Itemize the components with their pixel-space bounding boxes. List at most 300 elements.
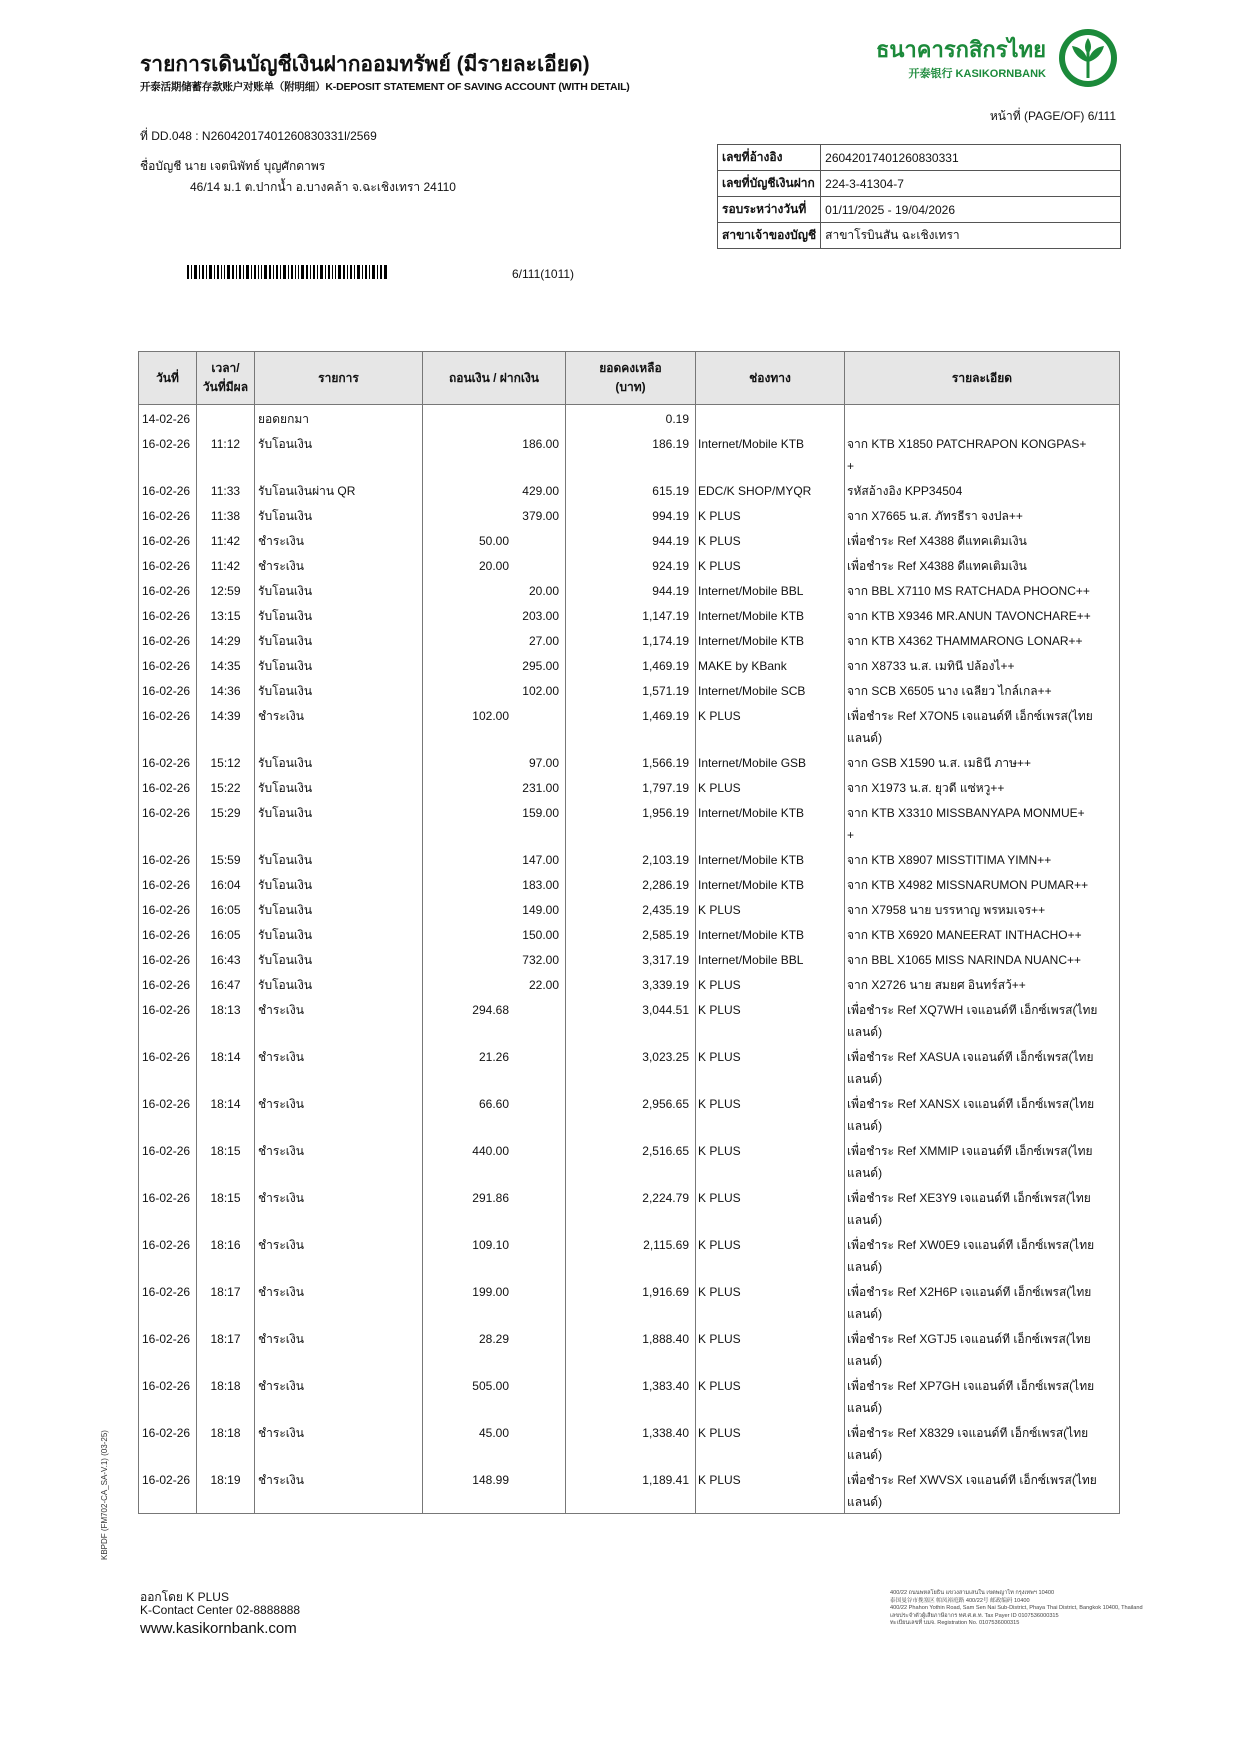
cell-amount: [423, 652, 566, 677]
table-row: [139, 502, 1120, 527]
col-header-balance: [566, 352, 696, 405]
cell-item: ยอดยกมา: [255, 405, 423, 431]
deposit-amount: 183.00: [522, 878, 559, 892]
info-label: รอบระหว่างวันที่: [718, 197, 821, 223]
cell-time: 18:18: [197, 1372, 255, 1419]
cell-date: 16-02-26: [139, 502, 197, 527]
cell-detail: เพื่อชำระ Ref XP7GH เจแอนด์ที เอ็กซ์เพรส(ไทย แลนด์): [845, 1372, 1120, 1419]
cell-time: 18:15: [197, 1184, 255, 1231]
info-row: [718, 145, 1121, 171]
cell-item: รับโอนเงิน: [255, 799, 423, 846]
cell-item: รับโอนเงินผ่าน QR: [255, 477, 423, 502]
cell-detail: จาก KTB X8907 MISSTITIMA YIMN++: [845, 846, 1120, 871]
cell-date: 16-02-26: [139, 1231, 197, 1278]
cell-item: ชำระเงิน: [255, 552, 423, 577]
table-header-row: [139, 352, 1120, 405]
cell-channel: Internet/Mobile BBL: [696, 946, 845, 971]
cell-detail: เพื่อชำระ Ref XWVSX เจแอนด์ที เอ็กซ์เพรส(ไทย แลนด์): [845, 1466, 1120, 1514]
cell-amount: [423, 1231, 566, 1278]
barcode: [187, 265, 387, 279]
cell-detail: จาก BBL X1065 MISS NARINDA NUANC++: [845, 946, 1120, 971]
cell-date: 16-02-26: [139, 1184, 197, 1231]
info-label: เลขที่อ้างอิง: [718, 145, 821, 171]
cell-amount: [423, 996, 566, 1043]
table-row: [139, 921, 1120, 946]
cell-time: 11:42: [197, 552, 255, 577]
cell-amount: [423, 971, 566, 996]
info-label: เลขที่บัญชีเงินฝาก: [718, 171, 821, 197]
cell-item: ชำระเงิน: [255, 996, 423, 1043]
cell-time: 18:18: [197, 1419, 255, 1466]
cell-channel: Internet/Mobile KTB: [696, 799, 845, 846]
cell-date: 16-02-26: [139, 896, 197, 921]
cell-channel: K PLUS: [696, 1278, 845, 1325]
cell-date: 16-02-26: [139, 702, 197, 749]
table-row: [139, 405, 1120, 431]
address-line: ทะเบียนเลขที่ บมจ. Registration No. 0107536000315: [890, 1620, 1020, 1627]
cell-channel: Internet/Mobile KTB: [696, 871, 845, 896]
deposit-amount: 102.00: [522, 684, 559, 698]
cell-time: 11:42: [197, 527, 255, 552]
cell-channel: EDC/K SHOP/MYQR: [696, 477, 845, 502]
cell-detail: เพื่อชำระ Ref XGTJ5 เจแอนด์ที เอ็กซ์เพรส(ไทย แลนด์): [845, 1325, 1120, 1372]
cell-balance: 2,224.79: [566, 1184, 696, 1231]
cell-channel: K PLUS: [696, 1043, 845, 1090]
table-row: [139, 1137, 1120, 1184]
cell-detail: [845, 405, 1120, 431]
deposit-amount: 295.00: [522, 659, 559, 673]
withdraw-amount: 66.60: [478, 1097, 509, 1111]
cell-item: รับโอนเงิน: [255, 577, 423, 602]
cell-time: 14:35: [197, 652, 255, 677]
cell-channel: K PLUS: [696, 527, 845, 552]
cell-item: ชำระเงิน: [255, 1325, 423, 1372]
col-header-date: วันที่: [139, 352, 197, 405]
table-row: [139, 552, 1120, 577]
cell-item: รับโอนเงิน: [255, 946, 423, 971]
cell-balance: 3,044.51: [566, 996, 696, 1043]
table-row: [139, 1372, 1120, 1419]
col-header-time: [197, 352, 255, 405]
cell-channel: Internet/Mobile KTB: [696, 602, 845, 627]
contact-center: K-Contact Center 02-8888888: [140, 1603, 301, 1617]
cell-detail: เพื่อชำระ Ref X4388 ดีแทคเติมเงิน: [845, 552, 1120, 577]
logo-text-en: 开泰银行 KASIKORNBANK: [908, 68, 1046, 80]
deposit-amount: 20.00: [528, 584, 559, 598]
cell-amount: [423, 1090, 566, 1137]
cell-balance: 2,585.19: [566, 921, 696, 946]
cell-date: 16-02-26: [139, 677, 197, 702]
withdraw-amount: 102.00: [472, 709, 509, 723]
cell-balance: 1,469.19: [566, 702, 696, 749]
cell-date: 16-02-26: [139, 577, 197, 602]
deposit-amount: 159.00: [522, 806, 559, 820]
info-value: 01/11/2025 - 19/04/2026: [821, 197, 1121, 223]
cell-channel: K PLUS: [696, 1231, 845, 1278]
table-row: [139, 846, 1120, 871]
cell-balance: 1,571.19: [566, 677, 696, 702]
cell-date: 14-02-26: [139, 405, 197, 431]
cell-channel: Internet/Mobile KTB: [696, 921, 845, 946]
cell-detail: เพื่อชำระ Ref XANSX เจแอนด์ที เอ็กซ์เพรส(ไทย แลนด์): [845, 1090, 1120, 1137]
cell-detail: จาก KTB X4362 THAMMARONG LONAR++: [845, 627, 1120, 652]
cell-date: 16-02-26: [139, 996, 197, 1043]
cell-detail: เพื่อชำระ Ref XQ7WH เจแอนด์ที เอ็กซ์เพรส(ไทย แลนด์): [845, 996, 1120, 1043]
cell-amount: [423, 1043, 566, 1090]
barcode-number: 6/111(1011): [512, 267, 575, 281]
table-row: [139, 627, 1120, 652]
cell-item: ชำระเงิน: [255, 1231, 423, 1278]
cell-detail: จาก KTB X6920 MANEERAT INTHACHO++: [845, 921, 1120, 946]
cell-item: รับโอนเงิน: [255, 652, 423, 677]
cell-time: 11:38: [197, 502, 255, 527]
cell-channel: K PLUS: [696, 1372, 845, 1419]
cell-balance: 1,797.19: [566, 774, 696, 799]
cell-time: 14:39: [197, 702, 255, 749]
cell-balance: 2,956.65: [566, 1090, 696, 1137]
cell-time: [197, 405, 255, 431]
logo-text-thai: ธนาคารกสิกรไทย: [875, 37, 1046, 62]
cell-amount: [423, 702, 566, 749]
table-row: [139, 677, 1120, 702]
cell-balance: 944.19: [566, 577, 696, 602]
cell-balance: 1,469.19: [566, 652, 696, 677]
cell-channel: K PLUS: [696, 1325, 845, 1372]
withdraw-amount: 294.68: [472, 1003, 509, 1017]
col-header-balance-line1: ยอดคงเหลือ: [599, 361, 662, 375]
table-row: [139, 430, 1120, 477]
cell-date: 16-02-26: [139, 1278, 197, 1325]
cell-item: ชำระเงิน: [255, 1184, 423, 1231]
withdraw-amount: 291.86: [472, 1191, 509, 1205]
cell-item: รับโอนเงิน: [255, 846, 423, 871]
cell-channel: K PLUS: [696, 971, 845, 996]
cell-detail: จาก KTB X4982 MISSNARUMON PUMAR++: [845, 871, 1120, 896]
document-number: ที่ DD.048 : N26042017401260830331l/2569: [140, 129, 377, 143]
cell-time: 11:33: [197, 477, 255, 502]
cell-detail: เพื่อชำระ Ref X2H6P เจแอนด์ที เอ็กซ์เพรส(ไทย แลนด์): [845, 1278, 1120, 1325]
cell-channel: K PLUS: [696, 996, 845, 1043]
cell-date: 16-02-26: [139, 971, 197, 996]
website-link[interactable]: www.kasikornbank.com: [140, 1620, 297, 1637]
table-row: [139, 477, 1120, 502]
cell-item: รับโอนเงิน: [255, 502, 423, 527]
cell-amount: [423, 749, 566, 774]
cell-date: 16-02-26: [139, 552, 197, 577]
cell-time: 18:14: [197, 1090, 255, 1137]
cell-date: 16-02-26: [139, 871, 197, 896]
cell-amount: [423, 946, 566, 971]
cell-date: 16-02-26: [139, 749, 197, 774]
table-row: [139, 527, 1120, 552]
withdraw-amount: 20.00: [478, 559, 509, 573]
table-row: [139, 749, 1120, 774]
cell-balance: 615.19: [566, 477, 696, 502]
cell-channel: Internet/Mobile KTB: [696, 430, 845, 477]
table-row: [139, 946, 1120, 971]
cell-time: 18:13: [197, 996, 255, 1043]
cell-amount: [423, 1466, 566, 1514]
table-row: [139, 871, 1120, 896]
deposit-amount: 150.00: [522, 928, 559, 942]
table-row: [139, 577, 1120, 602]
cell-time: 16:05: [197, 921, 255, 946]
cell-time: 18:15: [197, 1137, 255, 1184]
cell-channel: Internet/Mobile KTB: [696, 627, 845, 652]
cell-balance: 1,338.40: [566, 1419, 696, 1466]
info-label: สาขาเจ้าของบัญชี: [718, 223, 821, 249]
cell-channel: K PLUS: [696, 1184, 845, 1231]
cell-date: 16-02-26: [139, 627, 197, 652]
cell-item: รับโอนเงิน: [255, 774, 423, 799]
address-line: 400/22 ถนนพหลโยธิน แขวงสามเสนใน เขตพญาไท กรุงเทพฯ 10400: [890, 1590, 1055, 1596]
cell-channel: K PLUS: [696, 552, 845, 577]
cell-amount: [423, 477, 566, 502]
withdraw-amount: 109.10: [472, 1238, 509, 1252]
cell-balance: 3,317.19: [566, 946, 696, 971]
cell-time: 14:29: [197, 627, 255, 652]
cell-item: รับโอนเงิน: [255, 602, 423, 627]
cell-balance: 1,189.41: [566, 1466, 696, 1514]
cell-amount: [423, 1372, 566, 1419]
cell-time: 18:17: [197, 1278, 255, 1325]
cell-detail: จาก KTB X9346 MR.ANUN TAVONCHARE++: [845, 602, 1120, 627]
table-row: [139, 1043, 1120, 1090]
cell-date: 16-02-26: [139, 1466, 197, 1514]
cell-amount: [423, 896, 566, 921]
cell-channel: Internet/Mobile BBL: [696, 577, 845, 602]
cell-balance: 1,147.19: [566, 602, 696, 627]
col-header-time-line1: เวลา/: [211, 361, 240, 375]
cell-item: รับโอนเงิน: [255, 677, 423, 702]
cell-time: 12:59: [197, 577, 255, 602]
cell-amount: [423, 846, 566, 871]
cell-channel: K PLUS: [696, 896, 845, 921]
cell-channel: K PLUS: [696, 1137, 845, 1184]
cell-date: 16-02-26: [139, 921, 197, 946]
cell-amount: [423, 430, 566, 477]
deposit-amount: 429.00: [522, 484, 559, 498]
withdraw-amount: 28.29: [478, 1332, 509, 1346]
cell-channel: [696, 405, 845, 431]
cell-balance: 1,888.40: [566, 1325, 696, 1372]
cell-detail: เพื่อชำระ Ref X4388 ดีแทคเติมเงิน: [845, 527, 1120, 552]
withdraw-amount: 45.00: [478, 1426, 509, 1440]
cell-balance: 2,435.19: [566, 896, 696, 921]
cell-balance: 2,286.19: [566, 871, 696, 896]
cell-detail: จาก X1973 น.ส. ยุวดี แซ่หวู++: [845, 774, 1120, 799]
col-header-balance-line2: (บาท): [615, 380, 646, 394]
cell-detail: เพื่อชำระ Ref X8329 เจแอนด์ที เอ็กซ์เพรส(ไทย แลนด์): [845, 1419, 1120, 1466]
cell-item: รับโอนเงิน: [255, 749, 423, 774]
cell-detail: จาก X7958 นาย บรรหาญ พรหมเจร++: [845, 896, 1120, 921]
deposit-amount: 22.00: [528, 978, 559, 992]
cell-channel: K PLUS: [696, 702, 845, 749]
info-value: 224-3-41304-7: [821, 171, 1121, 197]
cell-date: 16-02-26: [139, 1043, 197, 1090]
table-row: [139, 652, 1120, 677]
cell-detail: เพื่อชำระ Ref XMMIP เจแอนด์ที เอ็กซ์เพรส(ไทย แลนด์): [845, 1137, 1120, 1184]
col-header-item: รายการ: [255, 352, 423, 405]
cell-item: ชำระเงิน: [255, 1419, 423, 1466]
account-name: ชื่อบัญชี นาย เจตนิพัทธ์ บุญศักดาพร: [140, 159, 326, 173]
cell-time: 15:22: [197, 774, 255, 799]
cell-channel: K PLUS: [696, 1090, 845, 1137]
cell-amount: [423, 627, 566, 652]
info-value: 26042017401260830331: [821, 145, 1121, 171]
deposit-amount: 231.00: [522, 781, 559, 795]
cell-item: รับโอนเงิน: [255, 921, 423, 946]
cell-detail: จาก X8733 น.ส. เมทินี ปล้องไ++: [845, 652, 1120, 677]
cell-item: ชำระเงิน: [255, 1466, 423, 1514]
cell-item: ชำระเงิน: [255, 1278, 423, 1325]
statement-title-cn-en: 开泰活期储蓄存款账户对账单（附明细）K-DEPOSIT STATEMENT OF SAVING ACCOUNT (WITH DETAIL): [140, 81, 630, 93]
withdraw-amount: 50.00: [478, 534, 509, 548]
transaction-table: [138, 351, 1120, 1514]
table-row: [139, 1325, 1120, 1372]
cell-detail: เพื่อชำระ Ref X7ON5 เจแอนด์ที เอ็กซ์เพรส(ไทย แลนด์): [845, 702, 1120, 749]
cell-amount: [423, 1184, 566, 1231]
bank-address: [890, 1590, 1143, 1628]
cell-amount: [423, 602, 566, 627]
info-row: [718, 197, 1121, 223]
cell-channel: K PLUS: [696, 502, 845, 527]
cell-time: 16:47: [197, 971, 255, 996]
table-row: [139, 1419, 1120, 1466]
cell-detail: จาก BBL X7110 MS RATCHADA PHOONC++: [845, 577, 1120, 602]
cell-detail: รหัสอ้างอิง KPP34504: [845, 477, 1120, 502]
cell-detail: เพื่อชำระ Ref XW0E9 เจแอนด์ที เอ็กซ์เพรส(ไทย แลนด์): [845, 1231, 1120, 1278]
cell-time: 13:15: [197, 602, 255, 627]
cell-time: 18:19: [197, 1466, 255, 1514]
table-row: [139, 799, 1120, 846]
cell-amount: [423, 677, 566, 702]
withdraw-amount: 21.26: [478, 1050, 509, 1064]
table-row: [139, 602, 1120, 627]
cell-date: 16-02-26: [139, 430, 197, 477]
cell-item: รับโอนเงิน: [255, 896, 423, 921]
account-info-box: [717, 144, 1121, 249]
cell-time: 18:17: [197, 1325, 255, 1372]
cell-time: 16:04: [197, 871, 255, 896]
cell-item: รับโอนเงิน: [255, 430, 423, 477]
table-row: [139, 896, 1120, 921]
cell-detail: จาก X7665 น.ส. ภัทรธีรา จงปล++: [845, 502, 1120, 527]
table-row: [139, 971, 1120, 996]
withdraw-amount: 148.99: [472, 1473, 509, 1487]
cell-detail: จาก KTB X3310 MISSBANYAPA MONMUE+ +: [845, 799, 1120, 846]
form-code: KBPDF (FM702-CA_SA-V.1) (03-25): [100, 1430, 109, 1560]
cell-balance: 3,023.25: [566, 1043, 696, 1090]
cell-time: 18:16: [197, 1231, 255, 1278]
issued-by: ออกโดย K PLUS: [140, 1590, 229, 1604]
cell-channel: MAKE by KBank: [696, 652, 845, 677]
cell-date: 16-02-26: [139, 846, 197, 871]
statement-title-thai: รายการเดินบัญชีเงินฝากออมทรัพย์ (มีรายละเอียด): [140, 53, 590, 76]
withdraw-amount: 505.00: [472, 1379, 509, 1393]
cell-channel: Internet/Mobile KTB: [696, 846, 845, 871]
table-row: [139, 1231, 1120, 1278]
cell-amount: [423, 1278, 566, 1325]
table-row: [139, 1466, 1120, 1514]
cell-balance: 2,516.65: [566, 1137, 696, 1184]
info-value: สาขาโรบินสัน ฉะเชิงเทรา: [821, 223, 1121, 249]
cell-date: 16-02-26: [139, 774, 197, 799]
cell-amount: [423, 577, 566, 602]
cell-time: 16:43: [197, 946, 255, 971]
col-header-channel: ช่องทาง: [696, 352, 845, 405]
info-row: [718, 171, 1121, 197]
cell-detail: จาก GSB X1590 น.ส. เมธินี ภาษ++: [845, 749, 1120, 774]
deposit-amount: 97.00: [528, 756, 559, 770]
cell-item: รับโอนเงิน: [255, 627, 423, 652]
cell-date: 16-02-26: [139, 477, 197, 502]
cell-balance: 994.19: [566, 502, 696, 527]
info-row: [718, 223, 1121, 249]
cell-channel: Internet/Mobile GSB: [696, 749, 845, 774]
table-row: [139, 1090, 1120, 1137]
kbank-leaf-icon: [1058, 28, 1118, 88]
table-row: [139, 1184, 1120, 1231]
cell-time: 11:12: [197, 430, 255, 477]
cell-balance: 1,916.69: [566, 1278, 696, 1325]
cell-amount: [423, 799, 566, 846]
page-number: หน้าที่ (PAGE/OF) 6/111: [989, 109, 1116, 123]
deposit-amount: 186.00: [522, 437, 559, 451]
cell-detail: เพื่อชำระ Ref XE3Y9 เจแอนด์ที เอ็กซ์เพรส(ไทย แลนด์): [845, 1184, 1120, 1231]
cell-amount: [423, 1325, 566, 1372]
cell-time: 18:14: [197, 1043, 255, 1090]
cell-amount: [423, 527, 566, 552]
cell-amount: [423, 405, 566, 431]
withdraw-amount: 199.00: [472, 1285, 509, 1299]
cell-time: 15:59: [197, 846, 255, 871]
cell-amount: [423, 774, 566, 799]
cell-balance: 1,383.40: [566, 1372, 696, 1419]
cell-time: 14:36: [197, 677, 255, 702]
cell-date: 16-02-26: [139, 602, 197, 627]
cell-detail: จาก SCB X6505 นาง เฉลียว ไกล์เกล++: [845, 677, 1120, 702]
cell-time: 15:29: [197, 799, 255, 846]
address-line: 400/22 Phahon Yothin Road, Sam Sen Nai Sub-District, Phaya Thai District, Bangkok 10400, Thailand: [890, 1605, 1143, 1612]
cell-detail: เพื่อชำระ Ref XASUA เจแอนด์ที เอ็กซ์เพรส(ไทย แลนด์): [845, 1043, 1120, 1090]
cell-item: รับโอนเงิน: [255, 971, 423, 996]
cell-date: 16-02-26: [139, 527, 197, 552]
cell-balance: 2,103.19: [566, 846, 696, 871]
col-header-detail: รายละเอียด: [845, 352, 1120, 405]
address-line: เลขประจำตัวผู้เสียภาษีอากร ทศ.ศ.ต.ท. Tax Payer ID 0107536000315: [890, 1612, 1059, 1619]
cell-time: 16:05: [197, 896, 255, 921]
cell-date: 16-02-26: [139, 1137, 197, 1184]
cell-detail: จาก KTB X1850 PATCHRAPON KONGPAS+ +: [845, 430, 1120, 477]
cell-balance: 186.19: [566, 430, 696, 477]
cell-time: 15:12: [197, 749, 255, 774]
cell-balance: 1,174.19: [566, 627, 696, 652]
cell-item: ชำระเงิน: [255, 1043, 423, 1090]
cell-date: 16-02-26: [139, 652, 197, 677]
cell-amount: [423, 552, 566, 577]
cell-balance: 0.19: [566, 405, 696, 431]
account-address: 46/14 ม.1 ต.ปากน้ำ อ.บางคล้า จ.ฉะเชิงเทรา 24110: [190, 180, 456, 194]
address-line: 泰国曼谷市挽塞区 帕凤裕庭路 400/22号 邮政编码 10400: [890, 1597, 1030, 1604]
cell-balance: 944.19: [566, 527, 696, 552]
cell-detail: จาก X2726 นาย สมยศ อินทร์สว้++: [845, 971, 1120, 996]
cell-date: 16-02-26: [139, 1325, 197, 1372]
cell-balance: 1,566.19: [566, 749, 696, 774]
cell-date: 16-02-26: [139, 946, 197, 971]
deposit-amount: 203.00: [522, 609, 559, 623]
withdraw-amount: 440.00: [472, 1144, 509, 1158]
